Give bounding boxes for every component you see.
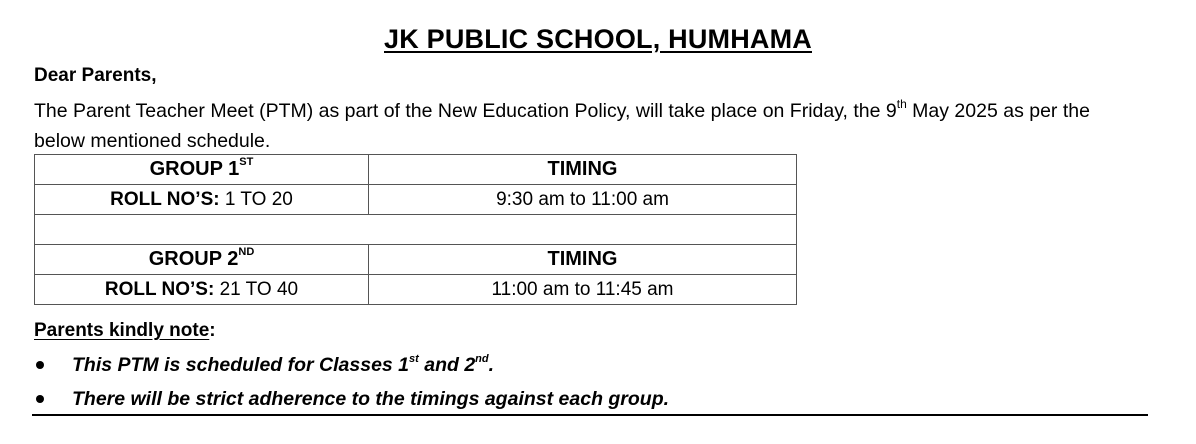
spacer-row: [35, 215, 797, 245]
intro-paragraph: [34, 96, 1144, 156]
note-1-end: .: [488, 354, 495, 376]
group-2-label: [35, 245, 369, 275]
notes-heading-colon: :: [209, 320, 216, 341]
group-1-label-suffix: ST: [239, 156, 254, 169]
group-2-time: 11:00 am to 11:45 am: [369, 275, 797, 305]
group-2-roll-label: ROLL NO’S:: [104, 278, 215, 300]
bullet-icon: [36, 395, 44, 403]
note-item-classes: [34, 350, 669, 384]
school-title: JK PUBLIC SCHOOL, HUMHAMA: [384, 24, 812, 54]
note-2-text: There will be strict adherence to the timings against each group.: [72, 388, 670, 410]
group-1-roll-label: ROLL NO’S:: [110, 188, 220, 210]
notes-heading-text: Parents kindly note: [34, 320, 210, 341]
group-1-label: [35, 155, 369, 185]
group-2-roll-range: 21 TO 40: [219, 278, 299, 300]
group-1-header-row: [35, 155, 797, 185]
group-1-roll-cell: [35, 185, 369, 215]
group-1-data-row: [35, 185, 797, 215]
note-1-text: This PTM is scheduled for Classes 1: [72, 354, 410, 376]
intro-text: The Parent Teacher Meet (PTM) as part of the New Education Policy, will take place on Friday, the 9: [34, 100, 897, 122]
note-1-middle: and 2: [418, 354, 476, 376]
group-2-header-row: [35, 245, 797, 275]
group-1-roll-range: 1 TO 20: [224, 188, 293, 210]
intro-date-suffix: th: [896, 96, 907, 111]
group-2-roll-cell: [35, 275, 369, 305]
ptm-schedule-table: [34, 154, 797, 305]
spacer-cell: [35, 215, 797, 245]
greeting: Dear Parents,: [34, 65, 157, 86]
group-1-label-text: GROUP 1: [149, 158, 240, 180]
intro-text-end: May 2025 as per the below mentioned schedule.: [34, 100, 1090, 152]
notes-heading: [34, 320, 216, 342]
note-1-sup-2: nd: [475, 352, 489, 365]
group-2-label-text: GROUP 2: [148, 248, 239, 270]
group-2-label-suffix: ND: [238, 246, 255, 259]
group-1-timing-header: TIMING: [369, 155, 797, 185]
note-1-sup-1: st: [409, 352, 419, 365]
bullet-icon: [36, 361, 44, 369]
notes-list: [34, 350, 669, 418]
bottom-divider: [32, 414, 1148, 416]
group-2-data-row: [35, 275, 797, 305]
group-1-time: 9:30 am to 11:00 am: [369, 185, 797, 215]
note-item-timings: [34, 384, 669, 418]
group-2-timing-header: TIMING: [369, 245, 797, 275]
